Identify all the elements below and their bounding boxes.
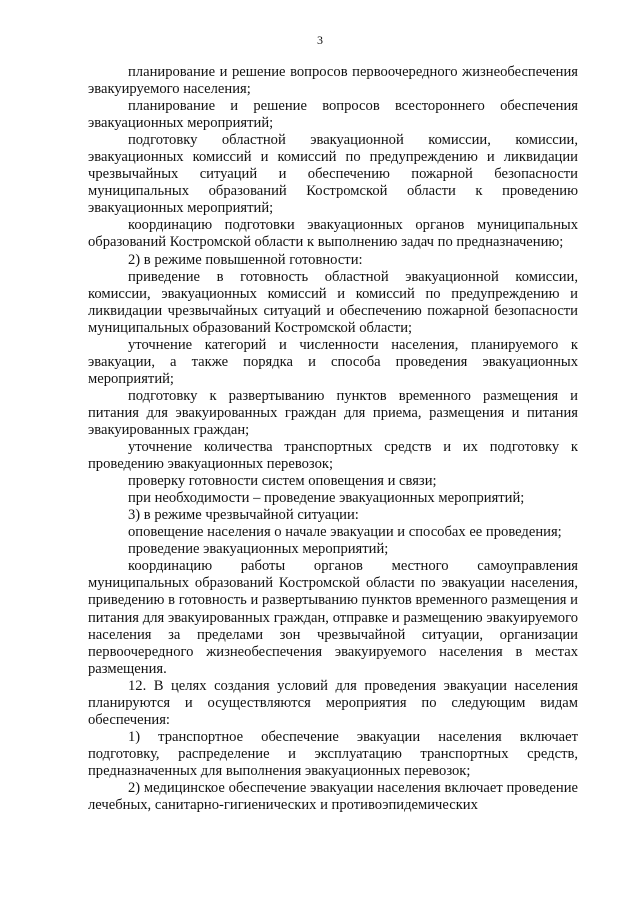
document-body bbox=[88, 64, 578, 814]
paragraph-1: планирование и решение вопросов первоочередного жизнеобеспечения эвакуируемого населения; bbox=[88, 64, 578, 98]
paragraph-11: при необходимости – проведение эвакуационных мероприятий; bbox=[128, 490, 525, 507]
paragraph-4: координацию подготовки эвакуационных органов муниципальных образований Костромской области к выполнению задач по предназначению; bbox=[88, 217, 578, 251]
paragraph-10: проверку готовности систем оповещения и связи; bbox=[128, 473, 437, 490]
paragraph-12: 3) в режиме чрезвычайной ситуации: bbox=[128, 507, 359, 524]
paragraph-18: 2) медицинское обеспечение эвакуации населения включает проведение лечебных, санитарно-гигиенических и противоэпидемических bbox=[88, 779, 578, 814]
paragraph-5: 2) в режиме повышенной готовности: bbox=[128, 251, 363, 268]
paragraph-16: 12. В целях создания условий для проведения эвакуации населения планируются и осуществляются мероприятия по следующим видам обеспечения: bbox=[88, 677, 578, 728]
paragraph-6: приведение в готовность областной эвакуационной комиссии, комиссии, эвакуационных комиссий и комиссий по предупреждению и ликвидации чрезвычайных ситуаций и обеспечению пожарной безопасности муниципальных образований Костромской области; bbox=[88, 268, 578, 336]
paragraph-7: уточнение категорий и численности населения, планируемого к эвакуации, а также порядка и способа проведения эвакуационных мероприятий; bbox=[88, 336, 578, 387]
page-number: 3 bbox=[317, 33, 323, 47]
paragraph-8: подготовку к развертыванию пунктов временного размещения и питания для эвакуированных граждан для приема, размещения и питания эвакуированных граждан; bbox=[88, 387, 578, 438]
paragraph-9: уточнение количества транспортных средств и их подготовку к проведению эвакуационных перевозок; bbox=[88, 439, 578, 473]
paragraph-2: планирование и решение вопросов всестороннего обеспечения эвакуационных мероприятий; bbox=[88, 98, 578, 132]
paragraph-14: проведение эвакуационных мероприятий; bbox=[128, 541, 389, 558]
paragraph-17: 1) транспортное обеспечение эвакуации населения включает подготовку, распределение и эксплуатацию транспортных средств, предназначенных для выполнения эвакуационных перевозок; bbox=[88, 728, 578, 779]
paragraph-15: координацию работы органов местного самоуправления муниципальных образований Костромской области по эвакуации населения, приведению в готовность и развертыванию пунктов временного размещения и питания для эвакуированных граждан, отправке и размещению эвакуируемого населения за пределами зон чрезвычайной ситуации, организации первоочередного жизнеобеспечения эвакуируемого населения в местах размещения. bbox=[88, 558, 578, 677]
paragraph-3: подготовку областной эвакуационной комиссии, комиссии, эвакуационных комиссий и комиссий по предупреждению и ликвидации чрезвычайных ситуаций и обеспечению пожарной безопасности муниципальных образований Костромской области к проведению эвакуационных мероприятий; bbox=[88, 132, 578, 217]
paragraph-13: оповещение населения о начале эвакуации и способах ее проведения; bbox=[128, 524, 562, 541]
